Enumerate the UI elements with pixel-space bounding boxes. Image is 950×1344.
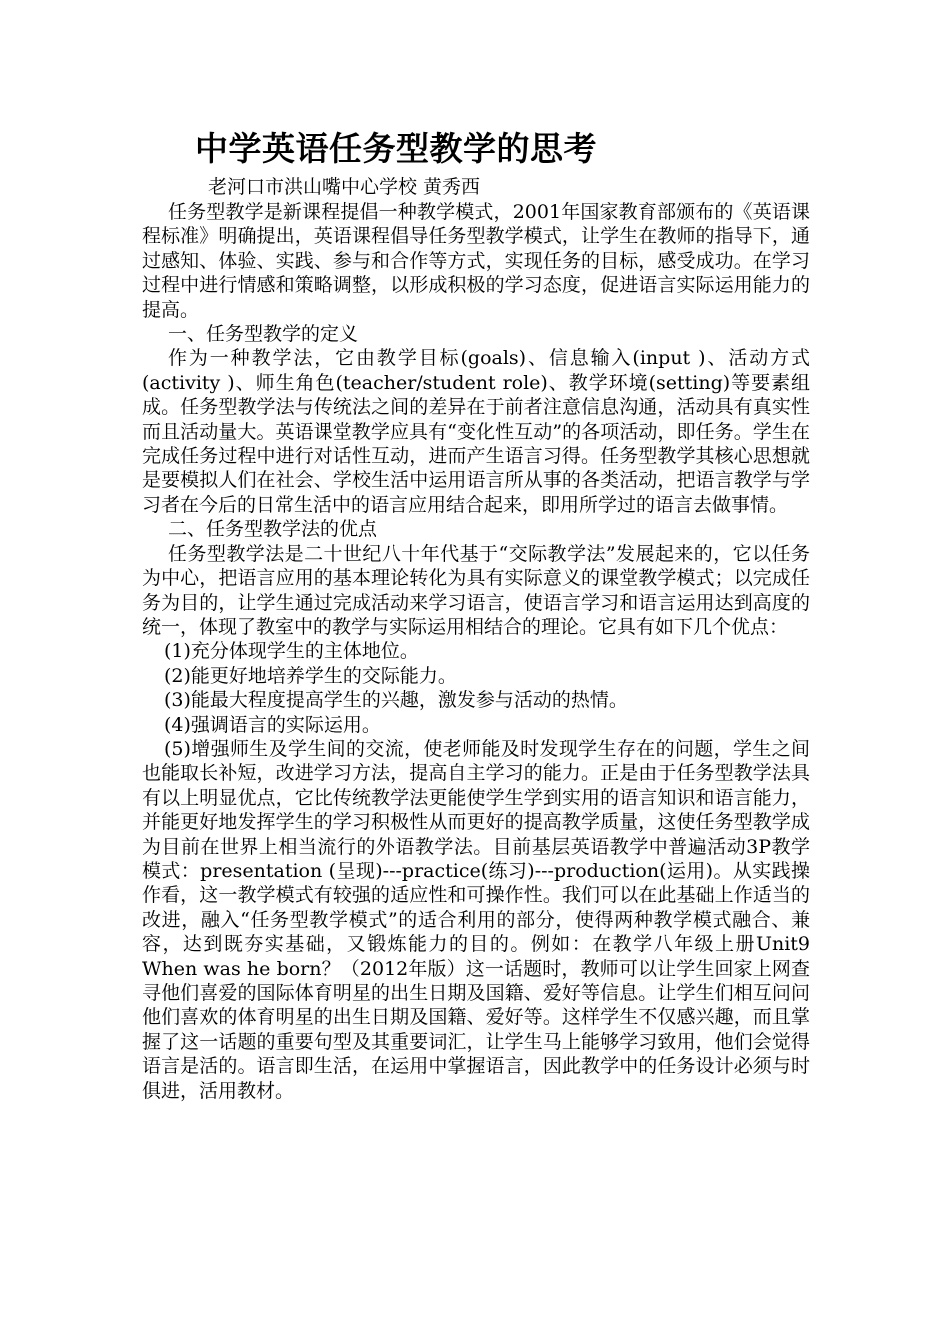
section-heading-advantages: 二、任务型教学法的优点 <box>168 518 378 541</box>
list-item-4: (4)强调语言的实际运用。 <box>164 713 381 736</box>
document-title: 中学英语任务型教学的思考 <box>195 129 597 168</box>
list-item-3: (3)能最大程度提高学生的兴趣，激发参与活动的热情。 <box>164 689 628 712</box>
list-item-5: (5)增强师生及学生间的交流，使老师能及时发现学生存在的问题，学生之间也能取长补短，改进学习方法，提高自主学习的能力。正是由于任务型教学法具有以上明显优点，它比传统教学法更能使学生学到实用的语言知识和语言能力，并能更好地发挥学生的学习积极性从而更好的提高教学质量，这使任务型教学成为目前在世界上相当流行的外语教学法。目前基层英语教学中普遍活动3P教学模式：presentation (呈现)---practice(练习)---production(运用)。从实践操作看，这一教学模式有较强的适应性和可操作性。我们可以在此基础上作适当的改进，融入“任务型教学模式”的适合利用的部分，使得两种教学模式融合、兼容，达到既夯实基础，又锻炼能力的目的。例如：在教学八年级上册Unit9 When was he born？（2012年版）这一话题时，教师可以让学生回家上网查寻他们喜爱的国际体育明星的出生日期及国籍、爱好等信息。让学生们相互问问他们喜欢的体育明星的出生日期及国籍、爱好等。这样学生不仅感兴趣，而且掌握了这一话题的重要句型及其重要词汇，让学生马上能够学习致用，他们会觉得语言是活的。语言即生活，在运用中掌握语言，因此教学中的任务设计必须与时俱进，活用教材。 <box>142 737 810 1102</box>
list-item-1: (1)充分体现学生的主体地位。 <box>164 640 419 663</box>
advantages-paragraph: 任务型教学法是二十世纪八十年代基于“交际教学法”发展起来的，它以任务为中心，把语言应用的基本理论转化为具有实际意义的课堂教学模式；以完成任务为目的，让学生通过完成活动来学习语言，使语言学习和语言运用达到高度的统一，体现了教室中的教学与实际运用相结合的理论。它具有如下几个优点： <box>142 542 810 638</box>
intro-paragraph: 任务型教学是新课程提倡一种教学模式，2001年国家教育部颁布的《英语课程标准》明确提出，英语课程倡导任务型教学模式，让学生在教师的指导下，通过感知、体验、实践、参与和合作等方式，实现任务的目标，感受成功。在学习过程中进行情感和策略调整，以形成积极的学习态度，促进语言实际运用能力的提高。 <box>142 201 810 321</box>
section-heading-definition: 一、任务型教学的定义 <box>168 323 359 346</box>
definition-paragraph: 作为一种教学法，它由教学目标(goals)、信息输入(input )、活动方式(activity )、师生角色(teacher/student role)、教学环境(setting)等要素组成。任务型教学法与传统法之间的差异在于前者注意信息沟通，活动具有真实性而且活动量大。英语课堂教学应具有“变化性互动”的各项活动，即任务。学生在完成任务过程中进行对话性互动，进而产生语言习得。任务型教学其核心思想就是要模拟人们在社会、学校生活中运用语言所从事的各类活动，把语言教学与学习者在今后的日常生活中的语言应用结合起来，即用所学过的语言去做事情。 <box>142 347 810 516</box>
list-item-2: (2)能更好地培养学生的交际能力。 <box>164 664 457 687</box>
document-body <box>142 200 810 1103</box>
author-line: 老河口市洪山嘴中心学校 黄秀西 <box>208 176 481 198</box>
